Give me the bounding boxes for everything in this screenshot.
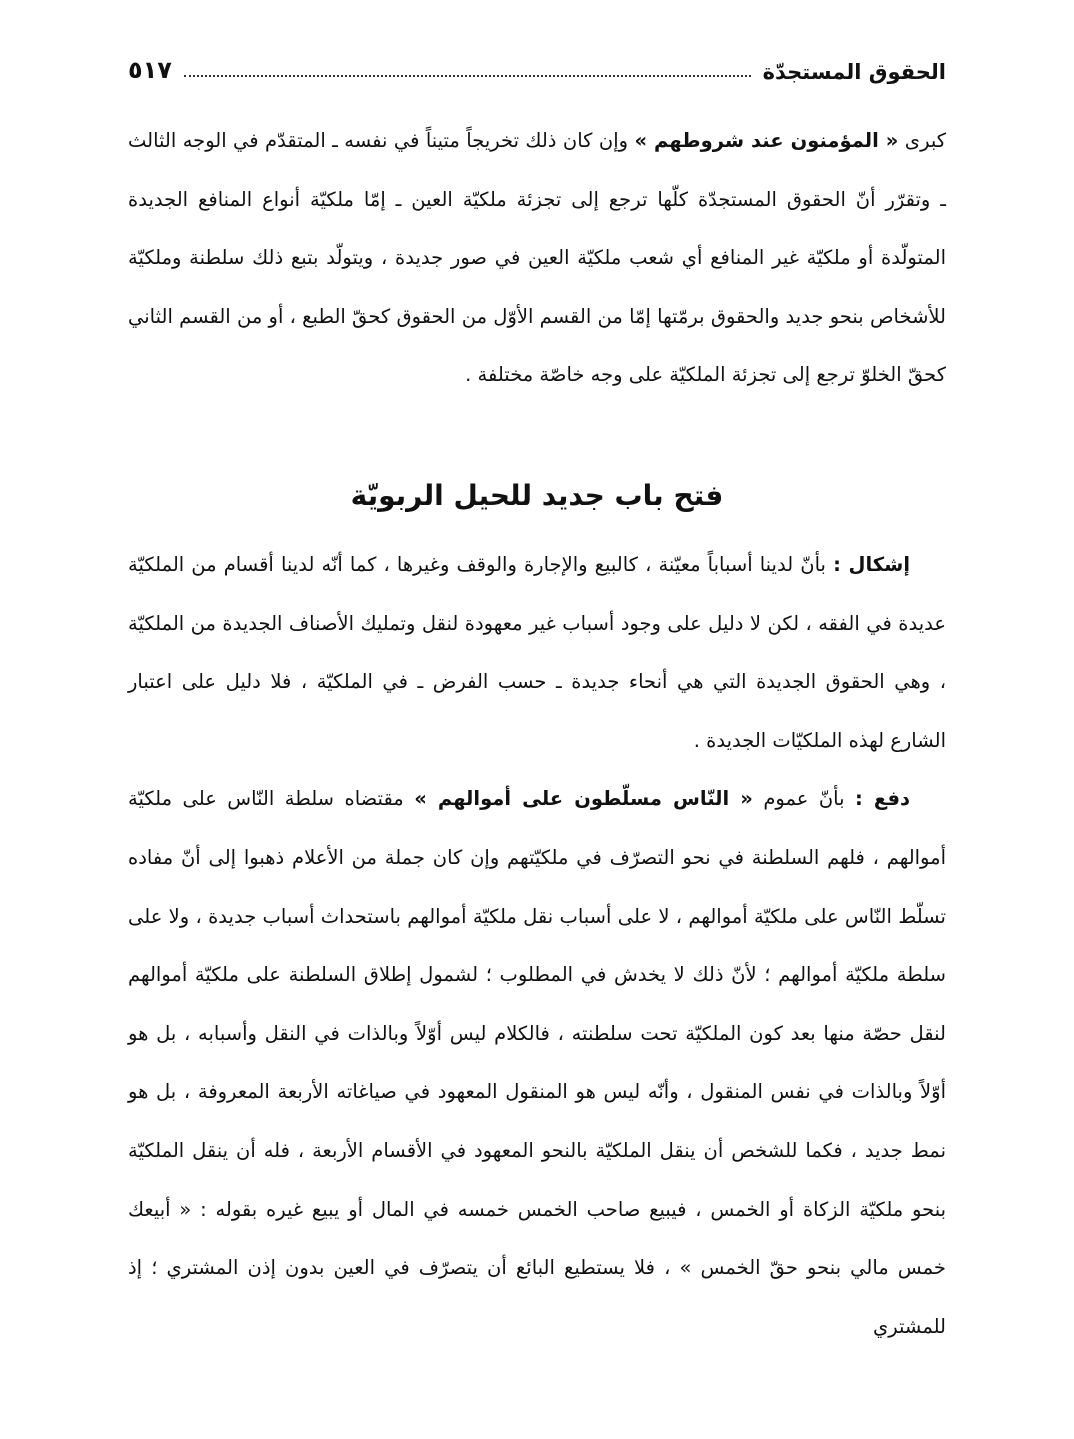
paragraph: [128, 112, 946, 405]
paragraph-text: وإن كان ذلك تخريجاً متيناً في نفسه ـ المتقدّم في الوجه الثالث ـ وتقرّر أنّ الحقوق المستجدّة كلّها ترجع إلى تجزئة ملكيّة العين ـ إمّا ملكيّة أنواع المنافع الجديدة المتولّدة أو ملكيّة غير المنافع أي شعب ملكيّة العين في صور جديدة ، ويتولّد بتبع ذلك سلطنة وملكيّة للأشخاص بنحو جديد والحقوق برمّتها إمّا من القسم الأوّل من الحقوق كحقّ الطبع ، أو من القسم الثاني كحقّ الخلوّ ترجع إلى تجزئة الملكيّة على وجه خاصّة مختلفة .: [128, 129, 946, 387]
quoted-hadith: « النّاس مسلّطون على أموالهم »: [414, 787, 753, 811]
objection-text: بأنّ لدينا أسباباً معيّنة ، كالبيع والإجارة والوقف وغيرها ، كما أنّه لدينا أقسام من الملكيّة عديدة في الفقه ، لكن لا دليل على وجود أسباب غير معهودة لنقل وتمليك الأصناف الجديدة من الملكيّة ، وهي الحقوق الجديدة التي هي أنحاء جديدة ـ حسب الفرض ـ في الملكيّة ، فلا دليل على اعتبار الشارع لهذه الملكيّات الجديدة .: [128, 553, 946, 752]
paragraph-text-start: كبرى: [898, 129, 946, 152]
objection-paragraph: [128, 536, 946, 770]
response-paragraph: [128, 770, 946, 1356]
response-label: دفع :: [855, 787, 910, 811]
response-text: مقتضاه سلطة النّاس على ملكيّة أموالهم ، فلهم السلطنة في نحو التصرّف في ملكيّتهم وإن كان جملة من الأعلام ذهبوا إلى أنّ مفاده تسلّط النّاس على ملكيّة أموالهم ، لا على أسباب نقل ملكيّة أموالهم باستحداث أسباب جديدة ، ولا على سلطة ملكيّة أموالهم ؛ لأنّ ذلك لا يخدش في المطلوب ؛ لشمول إطلاق السلطنة على ملكيّة أموالهم لنقل حصّة منها بعد كون الملكيّة تحت سلطنته ، فالكلام ليس أوّلاً وبالذات في النقل وأسبابه ، بل هو أوّلاً وبالذات في نفس المنقول ، وأنّه ليس هو المنقول المعهود في صياغاته الأربعة المعروفة ، بل هو نمط جديد ، فكما للشخص أن ينقل الملكيّة بالنحو المعهود في الأقسام الأربعة ، فله أن ينقل الملكيّة بنحو ملكيّة الزكاة أو الخمس ، فيبيع صاحب الخمس خمسه في المال أو يبيع غيره بقوله : « أبيعك خمس مالي بنحو حقّ الخمس » ، فلا يستطيع البائع أن يتصرّف في العين بدون إذن المشتري ؛ إذ للمشتري: [128, 787, 946, 1338]
quoted-hadith: « المؤمنون عند شروطهم »: [634, 129, 899, 152]
opening-paragraph-block: [128, 112, 946, 405]
response-text-start: بأنّ عموم: [752, 787, 856, 811]
page-number: ٥١٧: [128, 56, 172, 84]
section-heading: فتح باب جديد للحيل الربويّة: [350, 479, 724, 512]
header-title: الحقوق المستجدّة: [762, 60, 946, 84]
running-header: [128, 40, 946, 84]
header-dotted-leader: [184, 74, 751, 77]
section-body: [128, 536, 946, 1356]
objection-label: إشكال :: [833, 553, 911, 576]
